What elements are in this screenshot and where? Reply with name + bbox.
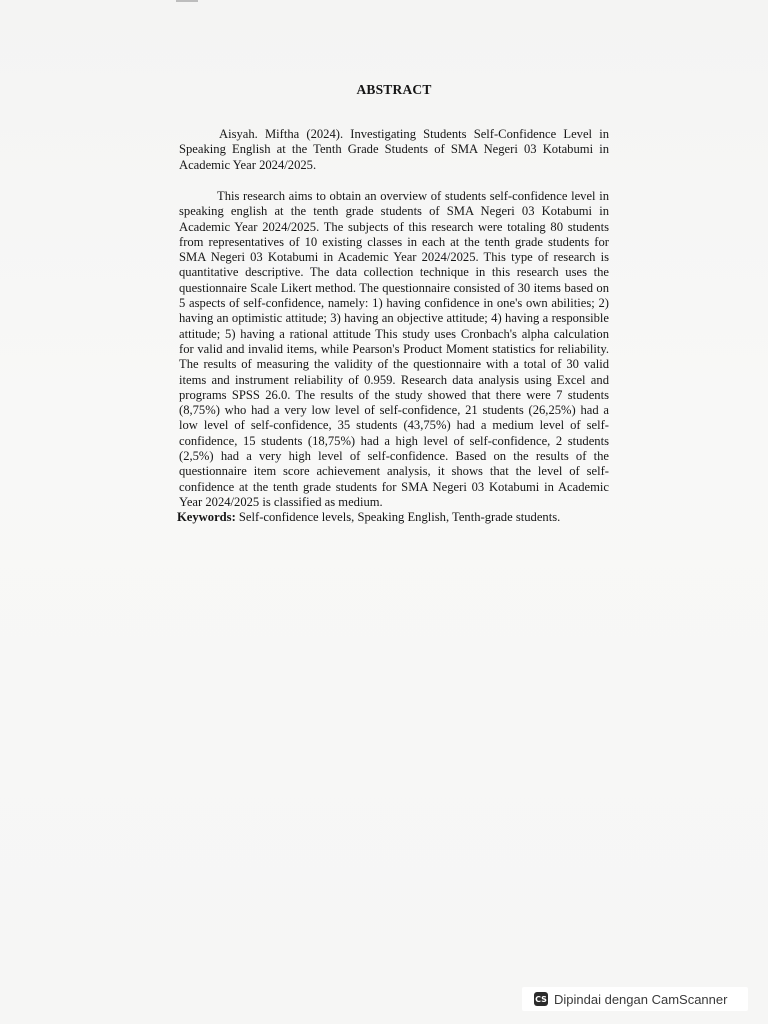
keywords-label: Keywords: <box>177 510 236 524</box>
camscanner-logo-icon: CS <box>534 992 548 1006</box>
keywords-line <box>177 510 617 525</box>
camscanner-watermark <box>522 987 748 1011</box>
watermark-text: Dipindai dengan CamScanner <box>554 991 728 1007</box>
citation-paragraph: Aisyah. Miftha (2024). Investigating Students Self-Confidence Level in Speaking English at the Tenth Grade Students of SMA Negeri 03 Kotabumi in Academic Year 2024/2025. <box>179 127 609 172</box>
scan-artifact <box>176 0 198 2</box>
abstract-body: This research aims to obtain an overview of students self-confidence level in speaking english at the tenth grade students of SMA Negeri 03 Kotabumi in Academic Year 2024/2025. The subjects of this research were totaling 80 students from representatives of 10 existing classes in each at the tenth grade students for SMA Negeri 03 Kotabumi in Academic Year 2024/2025. This type of research is quantitative descriptive. The data collection technique in this research uses the questionnaire Scale Likert method. The questionnaire consisted of 30 items based on 5 aspects of self-confidence, namely: 1) having confidence in one's own abilities; 2) having an optimistic attitude; 3) having an objective attitude; 4) having a responsible attitude; 5) having a rational attitude This study uses Cronbach's alpha calculation for valid and invalid items, while Pearson's Product Moment statistics for reliability. The results of measuring the validity of the questionnaire with a total of 30 valid items and instrument reliability of 0.959. Research data analysis using Excel and programs SPSS 26.0. The results of the study showed that there were 7 students (8,75%) who had a very low level of self-confidence, 21 students (26,25%) had a low level of self-confidence, 35 students (43,75%) had a medium level of self-confidence, 15 students (18,75%) had a high level of self-confidence, 2 students (2,5%) had a very high level of self-confidence. Based on the results of the questionnaire item score achievement analysis, it shows that the level of self-confidence at the tenth grade students for SMA Negeri 03 Kotabumi in Academic Year 2024/2025 is classified as medium. <box>179 189 609 509</box>
abstract-title: ABSTRACT <box>356 82 432 97</box>
keywords-text: Self-confidence levels, Speaking English, Tenth-grade students. <box>235 510 561 524</box>
